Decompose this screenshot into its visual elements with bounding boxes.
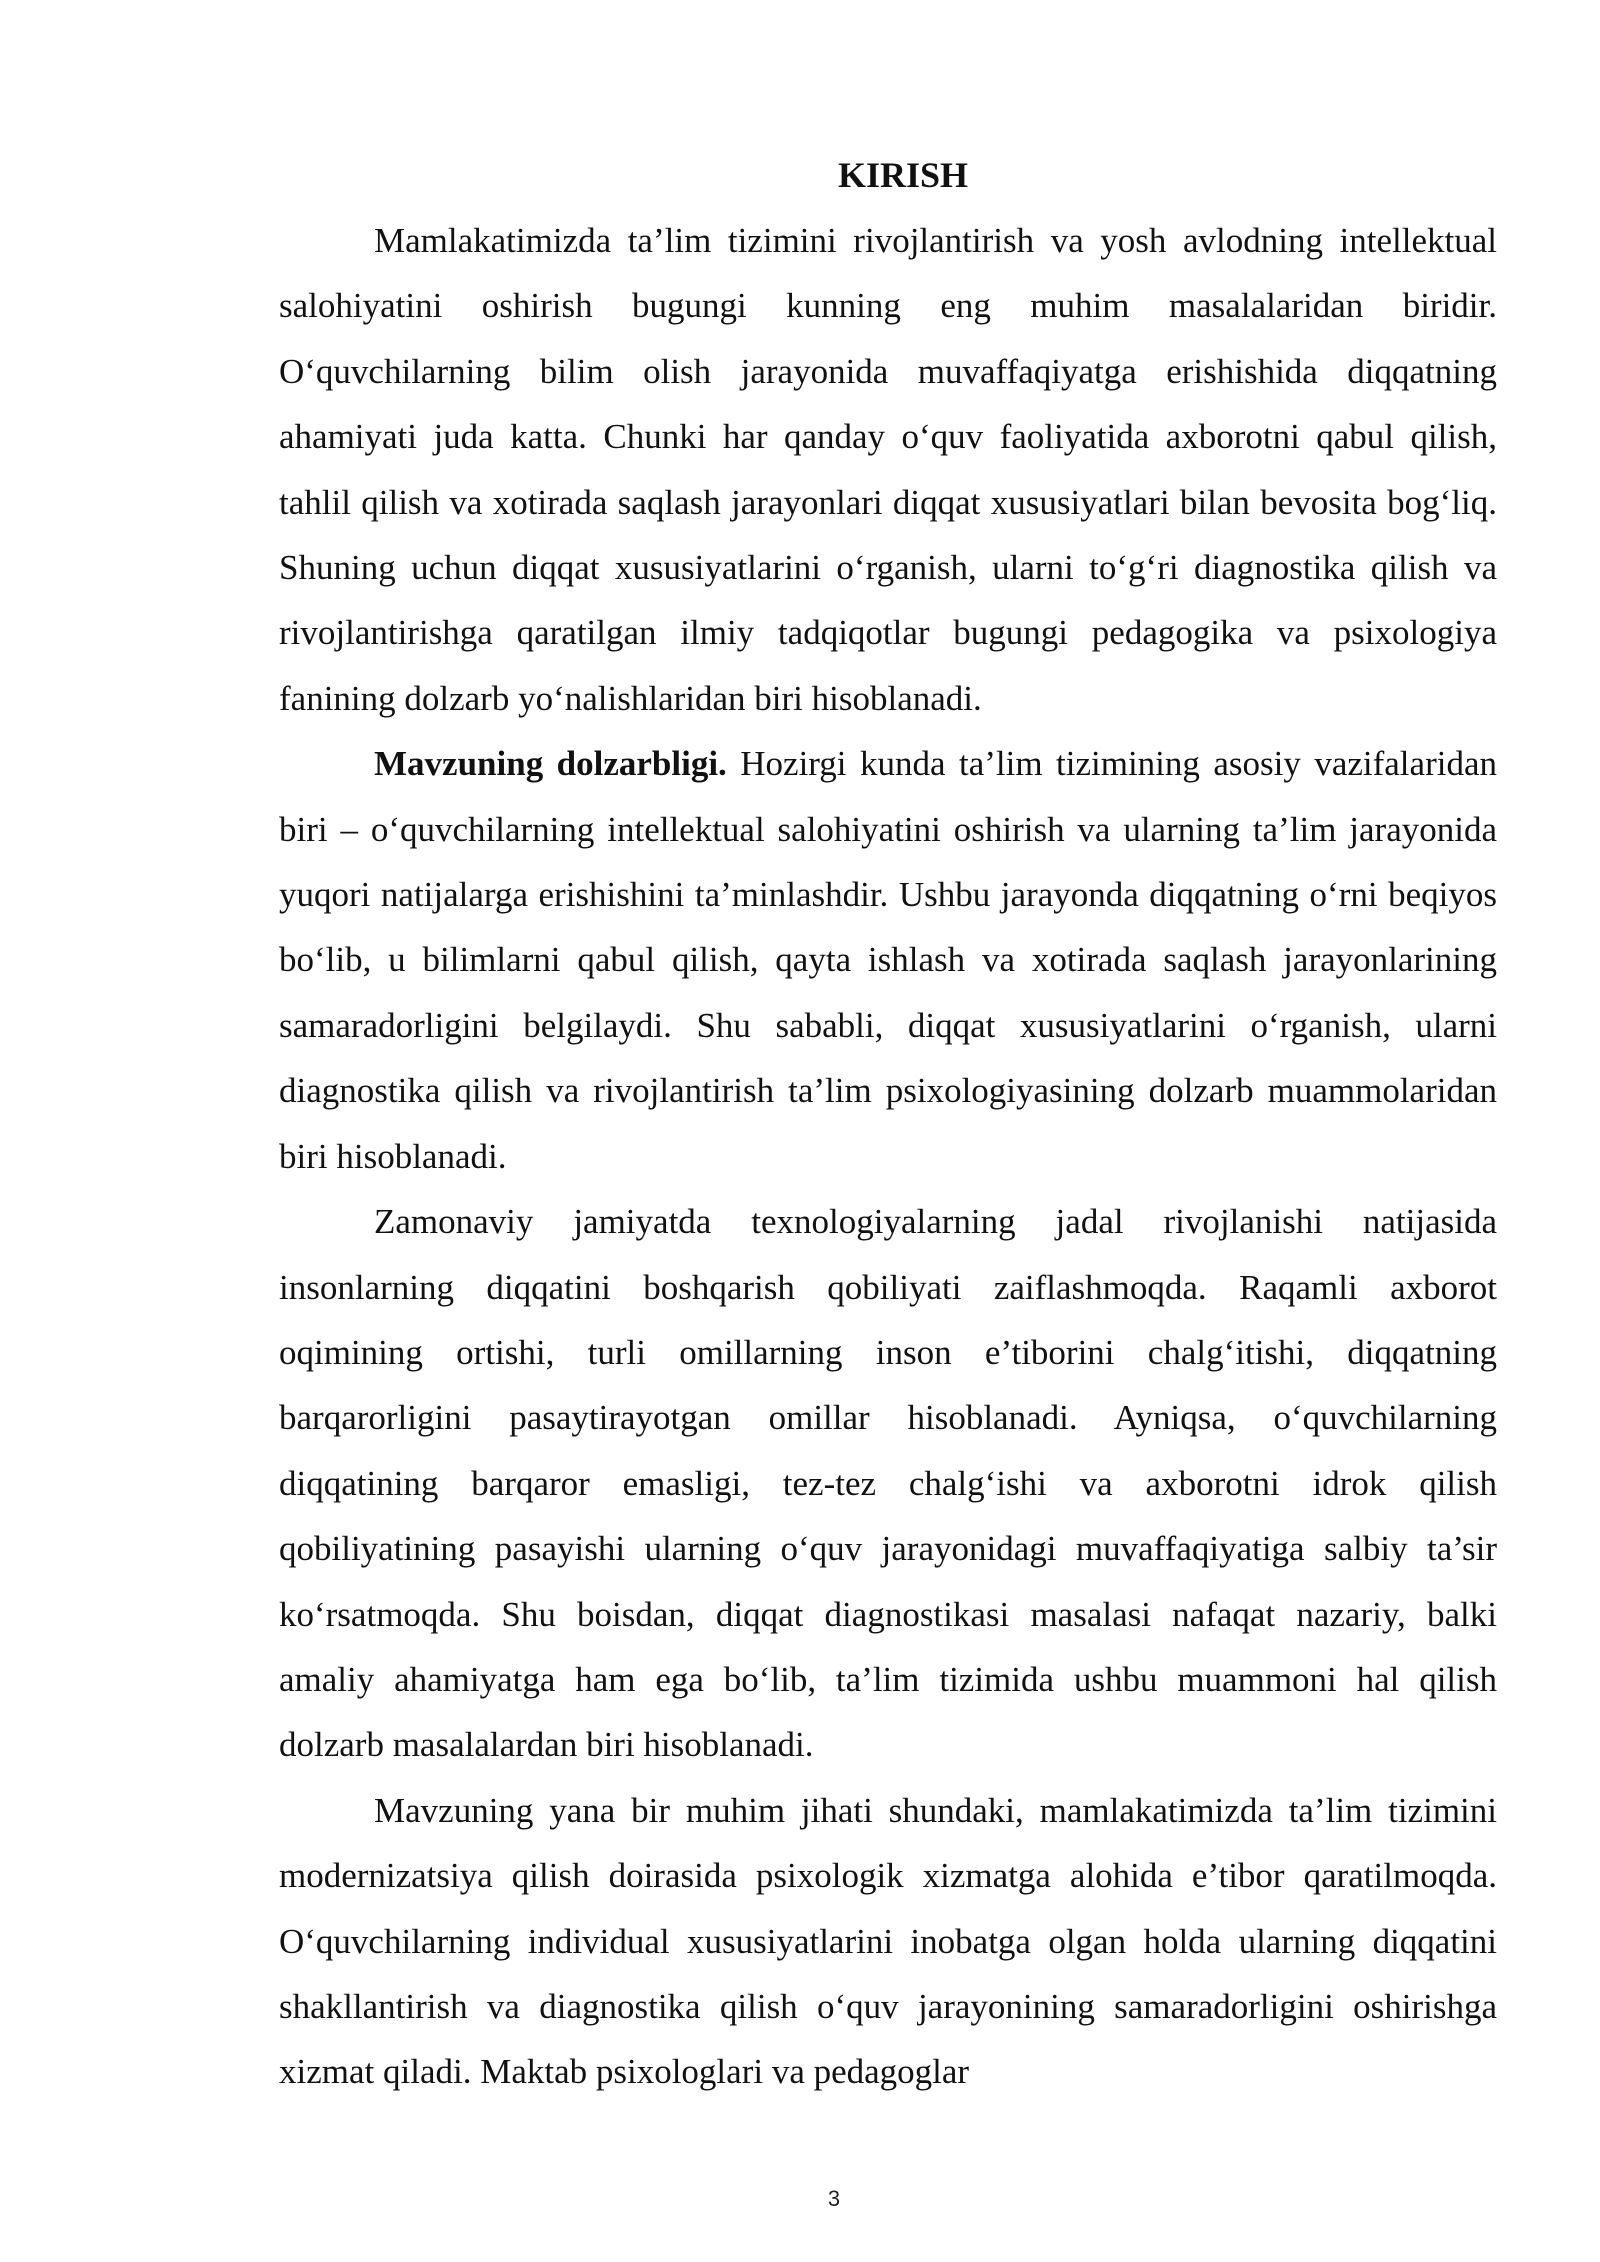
- paragraph-modernization: [279, 1778, 1497, 2105]
- paragraph-text: Zamonaviy jamiyatda texnologiyalarning jadal rivojlanishi natijasida insonlarning diqqatini boshqarish qobiliyati zaiflashmoqda. Raqamli axborot oqimining ortishi, turli omillarning inson e’tiborini chalg‘itishi, diqqatning barqarorligini pasaytirayotgan omillar hisoblanadi. Ayniqsa, o‘quvchilarning diqqatining barqaror emasligi, tez-tez chalg‘ishi va axborotni idrok qilish qobiliyatining pasayishi ularning o‘quv jarayonidagi muvaffaqiyatiga salbiy ta’sir ko‘rsatmoqda. Shu boisdan, diqqat diagnostikasi masalasi nafaqat nazariy, balki amaliy ahamiyatga ham ega bo‘lib, ta’lim tizimida ushbu muammoni hal qilish dolzarb masalalardan biri hisoblanadi.: [279, 1202, 1497, 1765]
- paragraph-intro: [279, 208, 1497, 731]
- page-number: 3: [827, 2186, 841, 2211]
- paragraph-technology: [279, 1189, 1497, 1778]
- paragraph-text: Hozirgi kunda ta’lim tizimining asosiy vazifalaridan biri – o‘quvchilarning intellektual salohiyatini oshirish va ularning ta’lim jarayonida yuqori natijalarga erishishini ta’minlashdir. Ushbu jarayonda diqqatning o‘rni beqiyos bo‘lib, u bilimlarni qabul qilish, qayta ishlash va xotirada saqlash jarayonlarining samaradorligini belgilaydi. Shu sababli, diqqat xususiyatlarini o‘rganish, ularni diagnostika qilish va rivojlantirish ta’lim psixologiyasining dolzarb muammolaridan biri hisoblanadi.: [279, 744, 1497, 1176]
- paragraph-relevance: [279, 731, 1497, 1189]
- section-title: KIRISH: [837, 155, 969, 195]
- paragraph-lead-bold: Mavzuning dolzarbligi.: [374, 744, 727, 784]
- page-content: [279, 143, 1497, 2105]
- paragraph-text: Mamlakatimizda ta’lim tizimini rivojlantirish va yosh avlodning intellektual salohiyatini oshirish bugungi kunning eng muhim masalalaridan biridir. O‘quvchilarning bilim olish jarayonida muvaffaqiyatga erishishida diqqatning ahamiyati juda katta. Chunki har qanday o‘quv faoliyatida axborotni qabul qilish, tahlil qilish va xotirada saqlash jarayonlari diqqat xususiyatlari bilan bevosita bog‘liq. Shuning uchun diqqat xususiyatlarini o‘rganish, ularni to‘g‘ri diagnostika qilish va rivojlantirishga qaratilgan ilmiy tadqiqotlar bugungi pedagogika va psixologiya fanining dolzarb yo‘nalishlaridan biri hisoblanadi.: [279, 221, 1497, 718]
- paragraph-text: Mavzuning yana bir muhim jihati shundaki, mamlakatimizda ta’lim tizimini modernizatsiya qilish doirasida psixologik xizmatga alohida e’tibor qaratilmoqda. O‘quvchilarning individual xususiyatlarini inobatga olgan holda ularning diqqatini shakllantirish va diagnostika qilish o‘quv jarayonining samaradorligini oshirishga xizmat qiladi. Maktab psixologlari va pedagoglar: [279, 1790, 1497, 2092]
